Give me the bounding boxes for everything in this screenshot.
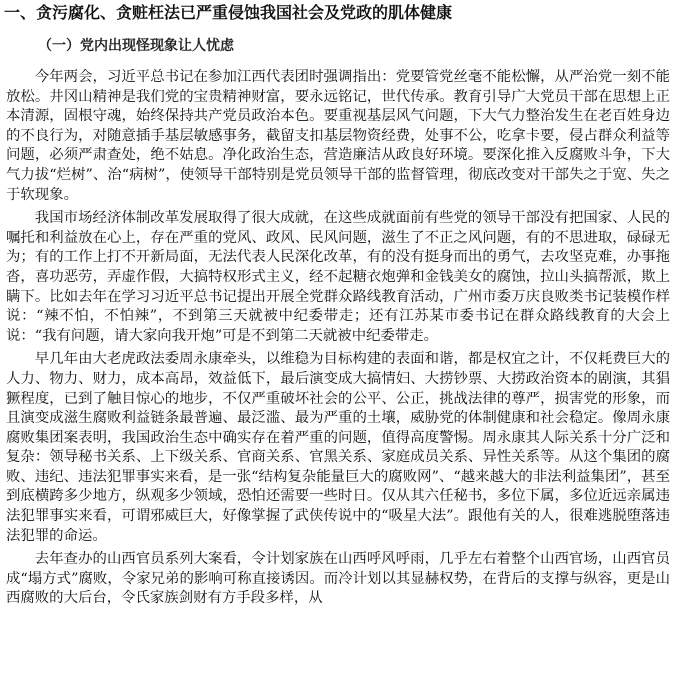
paragraph: 我国市场经济体制改革发展取得了很大成就，在这些成就面前有些党的领导干部没有把国家、人民的嘱托和利益放在心上，存在严重的党风、政风、民风问题，滋生了不正之风问题，有的不思进取，碌碌无为；有的工作上打不开新局面，无法代表人民深化改革，有的没有挺身而出的勇气，去攻坚克难，办事拖沓，喜功恶劳，弄虚作假，大搞特权形式主义，经不起糖衣炮弹和金钱美女的腐蚀，拉山头搞帮派，欺上瞒下。比如去年在学习习近平总书记提出开展全党群众路线教育活动，广州市委万庆良败类书记装模作样说：“辣不怕，不怕辣”，不到第三天就被中纪委带走；还有江苏某市委书记在群众路线教育的大会上说：“我有问题，请大家向我开炮”可是不到第二天就被中纪委带走。: [6, 210, 670, 344]
section-heading: 一、贪污腐化、贪赃枉法已严重侵蚀我国社会及党政的肌体健康: [4, 3, 453, 22]
document-body: [6, 68, 670, 613]
paragraph: 早几年由大老虎政法委周永康牵头，以维稳为目标构建的表面和谐，都是权宜之计，不仅耗费巨大的人力、物力、财力，成本高昂，效益低下，最后演变成大搞情妇、大捞钞票、大捞政治资本的剧演，其猖獗程度，已到了触目惊心的地步，不仅严重破坏社会的公平、公正，挑战法律的尊严，损害党的形象，而且演变成滋生腐败利益链条最普遍、最泛滥、最为严重的土壤，威胁党的体制健康和社会稳定。像周永康腐败集团案表明，我国政治生态中确实存在着严重的问题，值得高度警惕。周永康其人际关系十分广泛和复杂：领导秘书关系、上下级关系、官商关系、官黑关系、家庭成员关系、异性关系等。从这个集团的腐败、违纪、违法犯罪事实来看，是一张“结构复杂能量巨大的腐败网”、“越来越大的非法利益集团”，甚至到底横跨多少地方，纵观多少领域，恐怕还需要一些时日。仅从其六任秘书，多位下属，多位近远亲属违法犯罪事实来看，可谓邪威巨大，好像掌握了武侠传说中的“吸星大法”。跟他有关的人，很难逃脱堕落违法犯罪的命运。: [6, 351, 670, 544]
paragraph: 今年两会，习近平总书记在参加江西代表团时强调指出：党要管党丝毫不能松懈，从严治党一刻不能放松。井冈山精神是我们党的宝贵精神财富，要永远铭记，世代传承。教育引导广大党员干部在思想上正本清源，固根守魂，始终保持共产党员政治本色。要重视基层风气问题，下大气力整治发生在老百姓身边的不良行为，对随意插手基层敏感事务，截留支扣基层物资经费，处事不公，吃拿卡要，侵占群众利益等问题，必须严肃查处，绝不姑息。净化政治生态，营造廉洁从政良好环境。要深化推入反腐败斗争，下大气力拔“烂树”、治“病树”，使领导干部特别是党员领导干部的监督管理，彻底改变对干部失之于宽、失之于软现象。: [6, 69, 670, 203]
subsection-heading: （一）党内出现怪现象让人忧虑: [38, 38, 234, 54]
paragraph: 去年查办的山西官员系列大案看，令计划家族在山西呼风呼雨，几乎左右着整个山西官场，山西官员成“塌方式”腐败，令家兄弟的影响可称直接诱因。而冷计划以其显赫权势，在背后的支撑与纵容，更是山西腐败的大后台，令氏家族剑财有方手段多样，从: [6, 551, 670, 607]
